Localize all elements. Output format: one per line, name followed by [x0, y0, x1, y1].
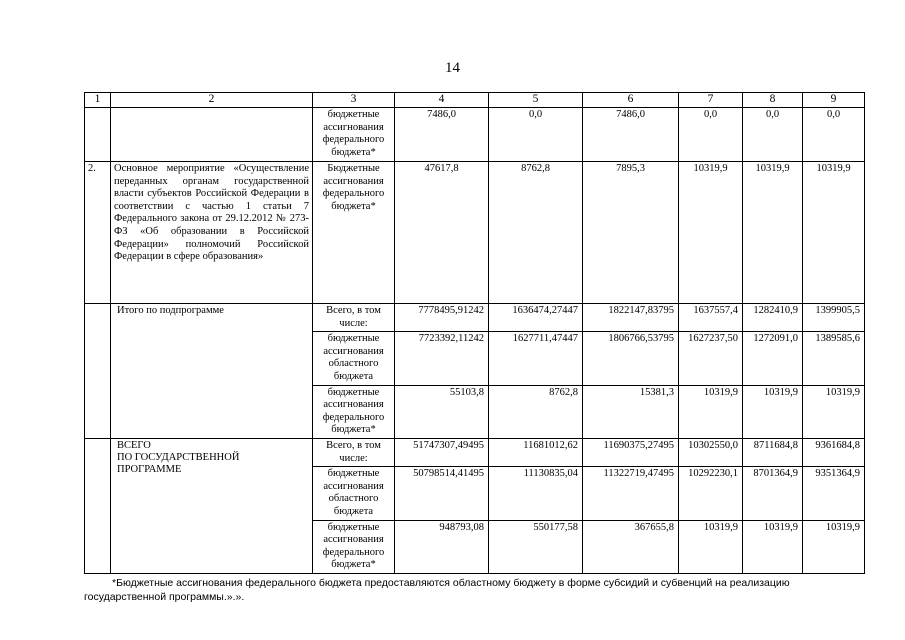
value-cell: 15381,3	[583, 385, 679, 438]
page-number: 14	[445, 60, 460, 76]
subtotal-title: Итого по подпрограмме	[111, 304, 313, 439]
funding-source: Всего, в том числе:	[313, 438, 395, 466]
funding-source: бюджетные ассигнования областного бюджета	[313, 332, 395, 385]
value-cell: 9351364,9	[803, 467, 865, 520]
row-number	[85, 438, 111, 573]
value-cell: 7723392,11242	[395, 332, 489, 385]
value-cell: 7895,3	[583, 162, 679, 304]
value-cell: 7778495,91242	[395, 304, 489, 332]
value-cell: 1627711,47447	[489, 332, 583, 385]
value-cell: 1399905,5	[803, 304, 865, 332]
value-cell: 1636474,27447	[489, 304, 583, 332]
row-name	[111, 108, 313, 162]
value-cell: 1637557,4	[679, 304, 743, 332]
value-cell: 11690375,27495	[583, 438, 679, 466]
grand-total-row	[85, 438, 865, 466]
footnote: *Бюджетные ассигнования федерального бюджета предоставляются областному бюджету в форме субсидий и субвенций на реализацию государственной программы.».».	[84, 577, 790, 603]
grand-total-title-line: ВСЕГО	[117, 439, 151, 451]
grand-total-title-line: ПРОГРАММЕ	[117, 463, 182, 475]
value-cell: 10319,9	[679, 385, 743, 438]
header-cell: 4	[395, 93, 489, 108]
header-cell: 5	[489, 93, 583, 108]
value-cell: 11681012,62	[489, 438, 583, 466]
value-cell: 8711684,8	[743, 438, 803, 466]
value-cell: 10292230,1	[679, 467, 743, 520]
value-cell: 10319,9	[743, 520, 803, 573]
table-row	[85, 108, 865, 162]
funding-source: бюджетные ассигнования федерального бюджета*	[313, 385, 395, 438]
row-name: Основное мероприятие «Осуществление переданных органам государственной власти субъектов Российской Федерации в соответствии с частью 1 статьи 7 Федерального закона от 29.12.2012 № 273-ФЗ «Об образовании в Российской Федерации» полномочий Российской Федерации в сфере образования»	[111, 162, 313, 304]
row-number	[85, 108, 111, 162]
row-number	[85, 304, 111, 439]
value-cell: 10319,9	[803, 385, 865, 438]
value-cell: 50798514,41495	[395, 467, 489, 520]
value-cell: 47617,8	[395, 162, 489, 304]
value-cell: 0,0	[679, 108, 743, 162]
header-cell: 3	[313, 93, 395, 108]
value-cell: 1282410,9	[743, 304, 803, 332]
value-cell: 10319,9	[803, 162, 865, 304]
table-row	[85, 162, 865, 304]
funding-source: бюджетные ассигнования федерального бюджета*	[313, 520, 395, 573]
value-cell: 10319,9	[679, 162, 743, 304]
value-cell: 11322719,47495	[583, 467, 679, 520]
value-cell: 10319,9	[743, 385, 803, 438]
value-cell: 1627237,50	[679, 332, 743, 385]
value-cell: 8762,8	[489, 385, 583, 438]
value-cell: 0,0	[803, 108, 865, 162]
value-cell: 1822147,83795	[583, 304, 679, 332]
subtotal-row	[85, 304, 865, 332]
funding-source: Всего, в том числе:	[313, 304, 395, 332]
value-cell: 7486,0	[395, 108, 489, 162]
value-cell: 1272091,0	[743, 332, 803, 385]
value-cell: 51747307,49495	[395, 438, 489, 466]
header-cell: 2	[111, 93, 313, 108]
value-cell: 55103,8	[395, 385, 489, 438]
value-cell: 10302550,0	[679, 438, 743, 466]
header-cell: 1	[85, 93, 111, 108]
value-cell: 1389585,6	[803, 332, 865, 385]
header-cell: 9	[803, 93, 865, 108]
value-cell: 1806766,53795	[583, 332, 679, 385]
value-cell: 8701364,9	[743, 467, 803, 520]
value-cell: 0,0	[489, 108, 583, 162]
grand-total-title	[111, 438, 313, 573]
value-cell: 9361684,8	[803, 438, 865, 466]
funding-source: Бюджетные ассигнования федерального бюджета*	[313, 162, 395, 304]
grand-total-title-line: ПО ГОСУДАРСТВЕННОЙ	[117, 451, 240, 463]
value-cell: 550177,58	[489, 520, 583, 573]
funding-source: бюджетные ассигнования федерального бюджета*	[313, 108, 395, 162]
value-cell: 367655,8	[583, 520, 679, 573]
value-cell: 948793,08	[395, 520, 489, 573]
header-cell: 8	[743, 93, 803, 108]
value-cell: 10319,9	[679, 520, 743, 573]
value-cell: 0,0	[743, 108, 803, 162]
budget-table	[84, 92, 865, 574]
header-row	[85, 93, 865, 108]
funding-source: бюджетные ассигнования областного бюджета	[313, 467, 395, 520]
row-number: 2.	[85, 162, 111, 304]
value-cell: 10319,9	[803, 520, 865, 573]
header-cell: 6	[583, 93, 679, 108]
value-cell: 10319,9	[743, 162, 803, 304]
value-cell: 11130835,04	[489, 467, 583, 520]
value-cell: 7486,0	[583, 108, 679, 162]
value-cell: 8762,8	[489, 162, 583, 304]
header-cell: 7	[679, 93, 743, 108]
